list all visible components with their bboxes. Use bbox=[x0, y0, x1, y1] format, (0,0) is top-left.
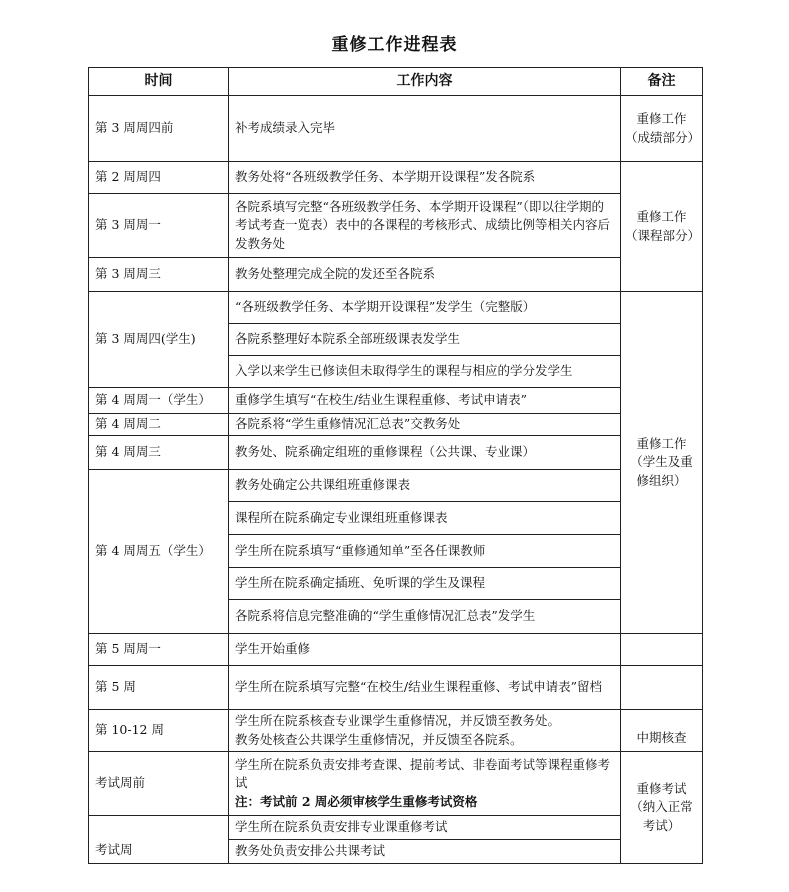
note-cell: 重修工作（课程部分） bbox=[621, 162, 703, 292]
content-cell: 各院系将“学生重修情况汇总表”交教务处 bbox=[229, 414, 621, 436]
header-row bbox=[89, 68, 703, 96]
content-cell: 教务处负责安排公共课考试 bbox=[229, 840, 621, 864]
time-cell: 第 4 周周五（学生） bbox=[89, 470, 229, 634]
content-cell: 各院系将信息完整准确的“学生重修情况汇总表”发学生 bbox=[229, 600, 621, 634]
table-row bbox=[89, 162, 703, 194]
content-cell: “各班级教学任务、本学期开设课程”发学生（完整版） bbox=[229, 292, 621, 324]
note-cell: 重修考试（纳入正常考试） bbox=[621, 752, 703, 864]
note-cell: 重修工作（学生及重修组织） bbox=[621, 292, 703, 634]
table-row bbox=[89, 414, 703, 436]
content-cell: 教务处确定公共课组班重修课表 bbox=[229, 470, 621, 502]
time-cell: 第 3 周周四(学生) bbox=[89, 292, 229, 388]
note-cell: 中期核查 bbox=[621, 710, 703, 752]
header-content: 工作内容 bbox=[229, 68, 621, 96]
time-cell: 第 5 周 bbox=[89, 666, 229, 710]
exam-note: 注：考试前 2 周必须审核学生重修考试资格 bbox=[235, 793, 478, 809]
time-cell: 第 4 周周三 bbox=[89, 436, 229, 470]
time-cell: 第 2 周周四 bbox=[89, 162, 229, 194]
time-cell: 第 10-12 周 bbox=[89, 710, 229, 752]
time-cell: 考试周前 bbox=[89, 752, 229, 816]
table-row bbox=[89, 816, 703, 840]
time-cell: 第 3 周周三 bbox=[89, 258, 229, 292]
schedule-table bbox=[88, 67, 703, 864]
table-row bbox=[89, 292, 703, 324]
content-cell: 学生所在院系填写“重修通知单”至各任课教师 bbox=[229, 535, 621, 568]
note-cell: 重修工作（成绩部分） bbox=[621, 96, 703, 162]
content-cell: 各院系整理好本院系全部班级课表发学生 bbox=[229, 324, 621, 356]
time-cell: 第 4 周周二 bbox=[89, 414, 229, 436]
header-note: 备注 bbox=[621, 68, 703, 96]
table-row bbox=[89, 710, 703, 752]
time-cell: 第 4 周周一（学生） bbox=[89, 388, 229, 414]
content-cell bbox=[229, 752, 621, 816]
content-cell bbox=[229, 710, 621, 752]
time-cell: 第 3 周周四前 bbox=[89, 96, 229, 162]
table-row bbox=[89, 96, 703, 162]
time-cell: 第 3 周周一 bbox=[89, 194, 229, 258]
content-cell: 教务处将“各班级教学任务、本学期开设课程”发各院系 bbox=[229, 162, 621, 194]
header-time: 时间 bbox=[89, 68, 229, 96]
content-cell: 学生所在院系负责安排专业课重修考试 bbox=[229, 816, 621, 840]
note-cell bbox=[621, 634, 703, 666]
content-line: 教务处核查公共课学生重修情况，并反馈至各院系。 bbox=[235, 731, 523, 747]
note-cell bbox=[621, 666, 703, 710]
content-cell: 各院系填写完整“各班级教学任务、本学期开设课程”（即以往学期的考试考查一览表）表中的各课程的考核形式、成绩比例等相关内容后发教务处 bbox=[229, 194, 621, 258]
time-cell: 第 5 周周一 bbox=[89, 634, 229, 666]
content-cell: 教务处、院系确定组班的重修课程（公共课、专业课） bbox=[229, 436, 621, 470]
content-cell: 课程所在院系确定专业课组班重修课表 bbox=[229, 502, 621, 535]
content-cell: 补考成绩录入完毕 bbox=[229, 96, 621, 162]
content-cell: 学生所在院系确定插班、免听课的学生及课程 bbox=[229, 568, 621, 600]
content-cell: 入学以来学生已修读但未取得学生的课程与相应的学分发学生 bbox=[229, 356, 621, 388]
table-row bbox=[89, 258, 703, 292]
table-row bbox=[89, 752, 703, 816]
time-cell: 考试周 bbox=[89, 816, 229, 864]
table-row bbox=[89, 666, 703, 710]
content-cell: 教务处整理完成全院的发还至各院系 bbox=[229, 258, 621, 292]
content-line: 学生所在院系核查专业课学生重修情况，并反馈至教务处。 bbox=[235, 713, 561, 729]
content-cell: 重修学生填写“在校生/结业生课程重修、考试申请表” bbox=[229, 388, 621, 414]
content-cell: 学生所在院系填写完整“在校生/结业生课程重修、考试申请表”留档 bbox=[229, 666, 621, 710]
table-row bbox=[89, 634, 703, 666]
table-row bbox=[89, 470, 703, 502]
content-line: 学生所在院系负责安排考查课、提前考试、非卷面考试等课程重修考试 bbox=[235, 757, 611, 791]
table-row bbox=[89, 194, 703, 258]
table-row bbox=[89, 436, 703, 470]
table-row bbox=[89, 388, 703, 414]
page-title: 重修工作进程表 bbox=[331, 35, 458, 55]
content-cell: 学生开始重修 bbox=[229, 634, 621, 666]
